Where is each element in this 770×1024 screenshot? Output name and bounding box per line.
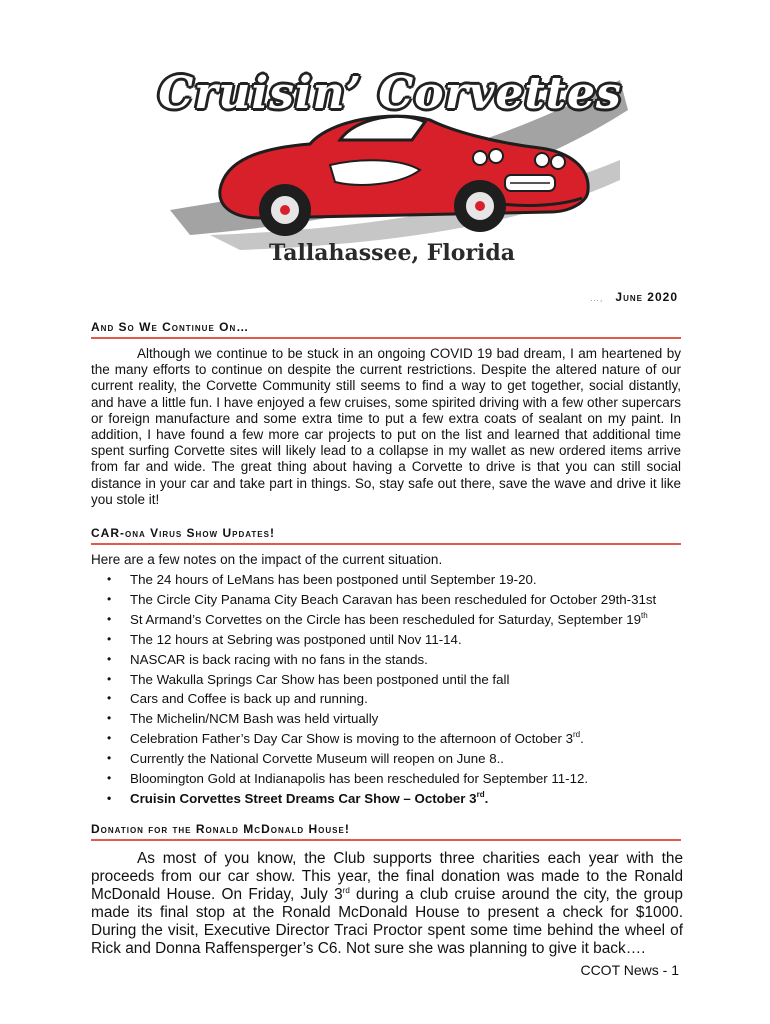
list-item: • The 24 hours of LeMans has been postponed until September 19-20.	[91, 570, 691, 590]
list-item: • The Michelin/NCM Bash was held virtually	[91, 709, 691, 729]
masthead-logo	[150, 40, 630, 280]
section-heading-show-updates: CAR-ona Virus Show Updates!	[91, 526, 681, 545]
list-item: • Cars and Coffee is back up and running.	[91, 689, 691, 709]
headlight-icon	[489, 149, 503, 163]
logo-subtitle: Tallahassee, Florida	[268, 240, 516, 266]
donation-paragraph: As most of you know, the Club supports three charities each year with the proceeds from our car show. This year, the final donation was made to the Ronald McDonald House. On Friday, July 3rd during a club cruise around the city, the group made its final stop at the Ronald McDonald House to present a check for $1000. During the visit, Executive Director Traci Proctor spent some time behind the wheel of Rick and Donna Raffensperger’s C6. Not sure she was planning to give it back….	[91, 850, 683, 957]
list-item: • The 12 hours at Sebring was postponed until Nov 11-14.	[91, 630, 691, 650]
updates-intro: Here are a few notes on the impact of the current situation.	[91, 552, 443, 567]
page-footer: CCOT News - 1	[580, 962, 679, 978]
headlight-icon	[535, 153, 549, 167]
list-item: • St Armand’s Corvettes on the Circle has been rescheduled for Saturday, September 19th	[91, 610, 691, 630]
list-item: • The Wakulla Springs Car Show has been postponed until the fall	[91, 670, 691, 690]
issue-date	[590, 290, 678, 304]
headlight-icon	[473, 151, 487, 165]
list-item: • The Circle City Panama City Beach Caravan has been rescheduled for October 29th-31st	[91, 590, 691, 610]
logo-title: Cruisin’ Corvettes	[158, 68, 622, 119]
list-item-highlight: • Cruisin Corvettes Street Dreams Car Show – October 3rd.	[91, 789, 691, 809]
list-item: • Currently the National Corvette Museum will reopen on June 8..	[91, 749, 691, 769]
paragraph-text: Although we continue to be stuck in an ongoing COVID 19 bad dream, I am heartened by the many efforts to continue on despite the current restrictions. Despite the altered nature of our current reality, the Corvette Community still seems to find a way to get together, social distantly, and have a little fun. I have enjoyed a few cruises, some spirited driving with a few other supercars or foreign manufacture and some extra time to put a few extra coats of sealant on my paint. In addition, I have found a few more car projects to put on the list and learned that additional time spent surfing Corvette sites will likely lead to a collapse in my wallet as new ordered items arrive from far and wide. The great thing about having a Corvette to drive is that you can still social distance in your car and take part in things. So, stay safe out there, save the wave and drive it like you stole it!	[91, 346, 681, 507]
section-heading-continue-on: And So We Continue On…	[91, 320, 681, 339]
list-item: • Celebration Father’s Day Car Show is moving to the afternoon of October 3rd.	[91, 729, 691, 749]
section-heading-donation: Donation for the Ronald McDonald House!	[91, 822, 681, 841]
updates-list	[91, 570, 691, 809]
list-item: • NASCAR is back racing with no fans in the stands.	[91, 650, 691, 670]
issue-dots: …,	[589, 293, 604, 303]
section-paragraph-continue-on	[91, 346, 681, 508]
list-item: • Bloomington Gold at Indianapolis has been rescheduled for September 11-12.	[91, 769, 691, 789]
issue-date-label: June 2020	[615, 290, 678, 304]
headlight-icon	[551, 155, 565, 169]
